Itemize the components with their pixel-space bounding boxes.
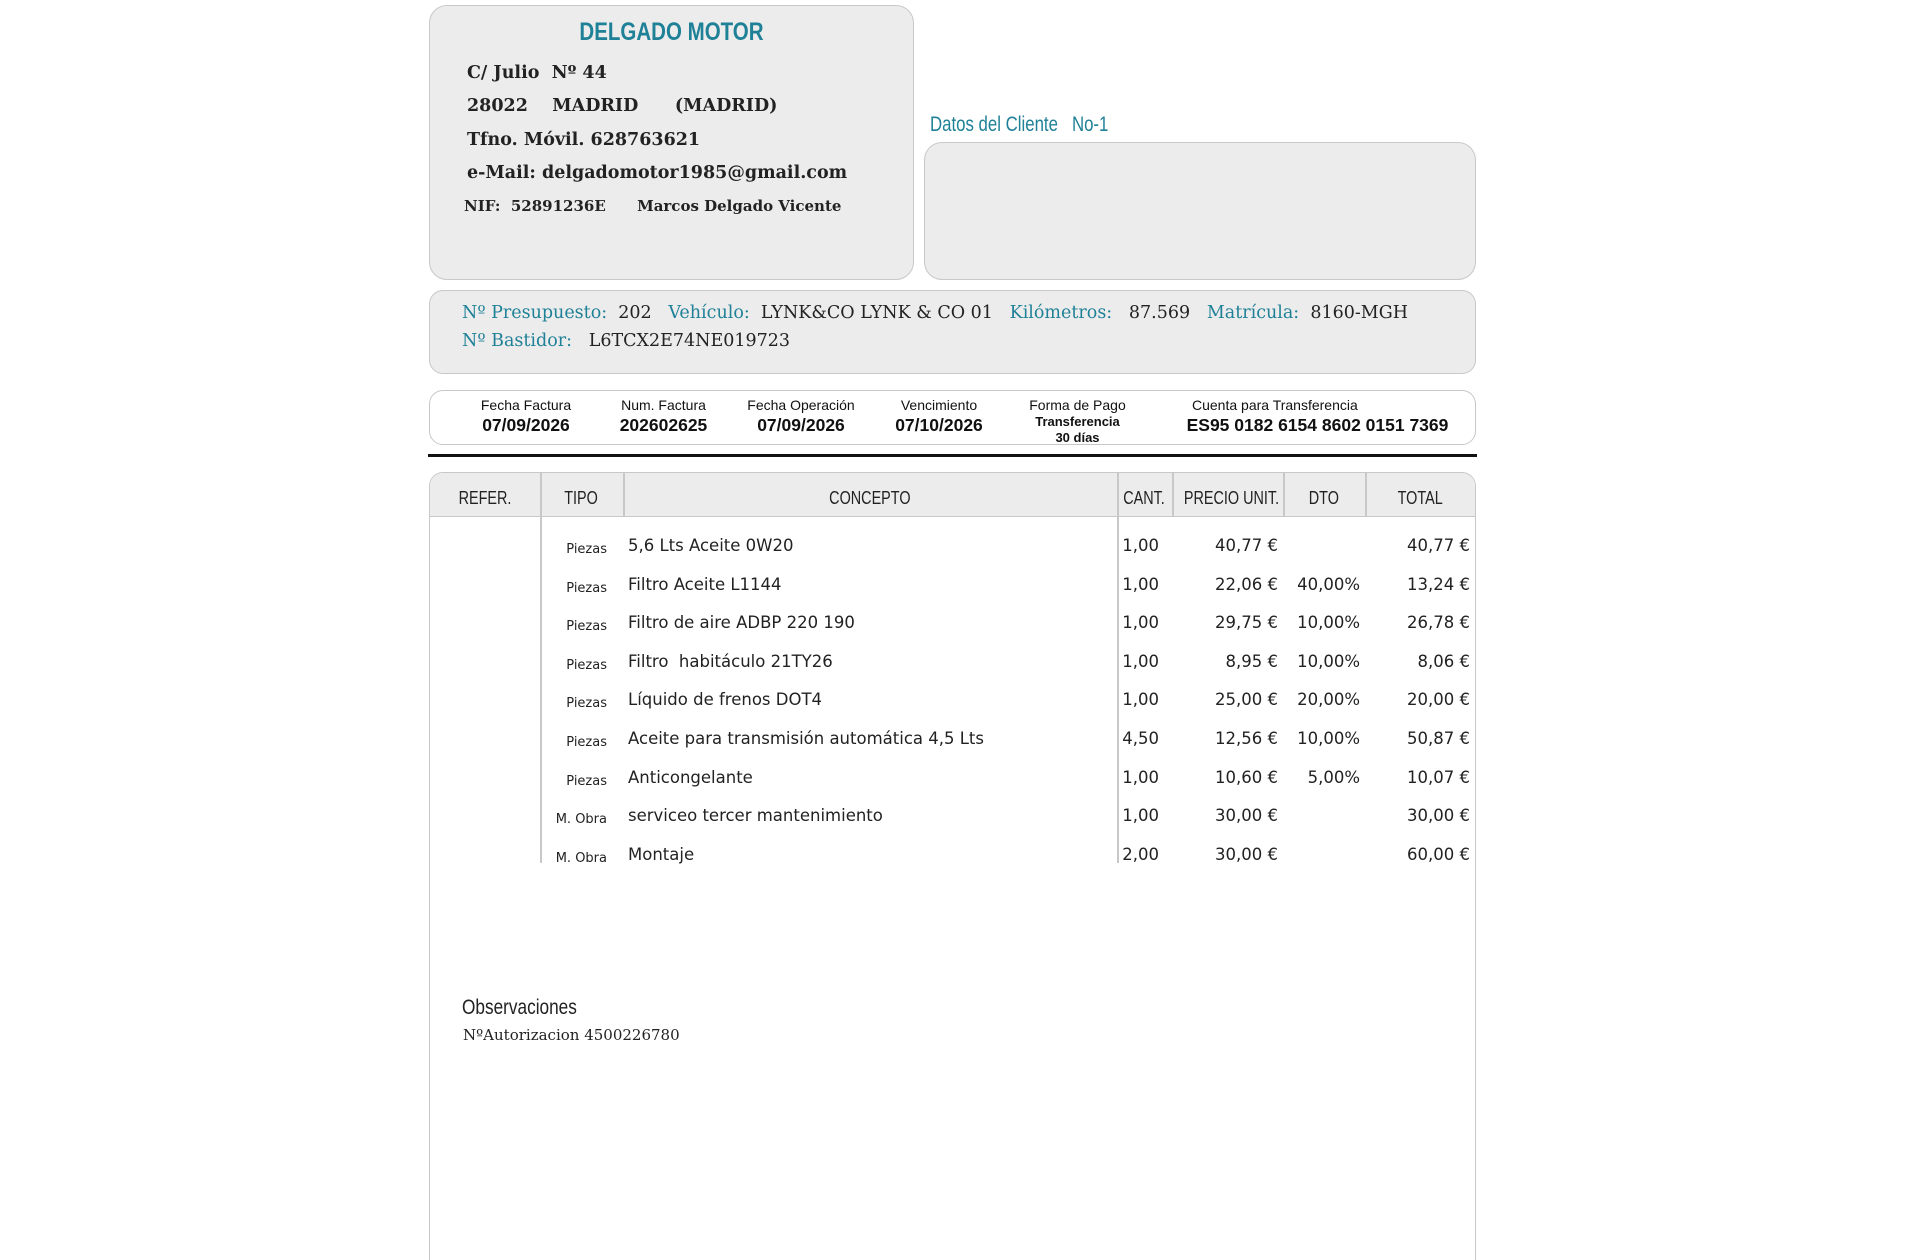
cell-total: 20,00 €	[1407, 690, 1470, 709]
cell-precio: 12,56 €	[1215, 729, 1278, 748]
fecha-operacion	[726, 396, 876, 436]
cell-tipo: Piezas	[566, 696, 607, 711]
company-email: e-Mail: delgadomotor1985@gmail.com	[467, 163, 848, 183]
num-factura-label: Num. Factura	[621, 397, 706, 413]
cell-concepto: Montaje	[628, 845, 695, 864]
forma-pago-label: Forma de Pago	[1029, 397, 1126, 413]
cell-concepto: 5,6 Lts Aceite 0W20	[628, 536, 794, 555]
cell-tipo: Piezas	[566, 658, 607, 673]
km-value: 87.569	[1128, 303, 1191, 323]
cell-total: 10,07 €	[1407, 768, 1470, 787]
cuenta-label: Cuenta para Transferencia	[1192, 397, 1358, 413]
km-label: Kilómetros:	[1009, 303, 1113, 323]
vehicle-line-2	[462, 331, 790, 351]
cell-total: 26,78 €	[1407, 613, 1470, 632]
cell-cant: 4,50	[1122, 729, 1159, 748]
header-total: TOTAL	[1397, 488, 1443, 508]
vencimiento	[868, 396, 1010, 436]
cell-concepto: Filtro Aceite L1144	[628, 575, 782, 594]
header-dto: DTO	[1308, 488, 1340, 508]
cell-concepto: Filtro de aire ADBP 220 190	[628, 613, 855, 632]
vencimiento-label: Vencimiento	[900, 397, 978, 413]
company-phone: Tfno. Móvil. 628763621	[467, 130, 701, 150]
vehicle-line-1	[462, 303, 1408, 323]
cell-dto: 10,00%	[1297, 652, 1360, 671]
client-box	[924, 142, 1476, 280]
observaciones-title: Observaciones	[462, 996, 577, 1019]
cell-precio: 40,77 €	[1215, 536, 1278, 555]
client-title: Datos del Cliente No-1	[930, 113, 1109, 136]
cell-concepto: serviceo tercer mantenimiento	[628, 806, 883, 825]
cell-dto: 40,00%	[1297, 575, 1360, 594]
cell-precio: 10,60 €	[1215, 768, 1278, 787]
cell-dto: 10,00%	[1297, 613, 1360, 632]
cell-total: 60,00 €	[1407, 845, 1470, 864]
cell-total: 8,06 €	[1417, 652, 1470, 671]
vencimiento-value: 07/10/2026	[895, 415, 983, 435]
num-factura	[591, 396, 736, 436]
forma-pago	[1005, 396, 1150, 446]
company-nif: NIF: 52891236E Marcos Delgado Vicente	[464, 197, 842, 215]
cell-precio: 8,95 €	[1225, 652, 1278, 671]
cell-precio: 30,00 €	[1215, 845, 1278, 864]
cell-tipo: M. Obra	[555, 851, 607, 866]
cell-cant: 2,00	[1122, 845, 1159, 864]
cell-concepto: Líquido de frenos DOT4	[628, 690, 823, 709]
num-factura-value: 202602625	[619, 415, 708, 435]
cell-tipo: Piezas	[566, 774, 607, 789]
bastidor-value: L6TCX2E74NE019723	[588, 331, 791, 351]
cell-precio: 25,00 €	[1215, 690, 1278, 709]
vehiculo-label: Vehículo:	[668, 303, 750, 323]
bastidor-label: Nº Bastidor:	[462, 331, 573, 351]
cell-cant: 1,00	[1122, 690, 1159, 709]
observaciones-text: NºAutorizacion 4500226780	[463, 1026, 680, 1044]
company-city: 28022 MADRID (MADRID)	[467, 96, 778, 116]
cell-precio: 30,00 €	[1215, 806, 1278, 825]
cell-cant: 1,00	[1122, 575, 1159, 594]
cell-total: 13,24 €	[1407, 575, 1470, 594]
company-address: C/ Julio Nº 44	[467, 63, 607, 83]
presupuesto-value: 202	[618, 303, 652, 323]
cell-cant: 1,00	[1122, 768, 1159, 787]
matricula-label: Matrícula:	[1206, 303, 1300, 323]
cell-tipo: Piezas	[566, 542, 607, 557]
cell-concepto: Filtro habitáculo 21TY26	[628, 652, 833, 671]
cell-cant: 1,00	[1122, 806, 1159, 825]
cell-precio: 29,75 €	[1215, 613, 1278, 632]
cell-concepto: Aceite para transmisión automática 4,5 Lts	[628, 729, 984, 748]
cuenta-value: ES95 0182 6154 8602 0151 7369	[1186, 415, 1449, 435]
matricula-value: 8160-MGH	[1310, 303, 1408, 323]
fecha-operacion-value: 07/09/2026	[757, 415, 845, 435]
cell-total: 30,00 €	[1407, 806, 1470, 825]
cell-cant: 1,00	[1122, 613, 1159, 632]
header-precio: PRECIO UNIT.	[1183, 488, 1280, 508]
cell-tipo: Piezas	[566, 619, 607, 634]
forma-pago-value: Transferencia	[1035, 414, 1120, 429]
cell-dto: 20,00%	[1297, 690, 1360, 709]
cell-tipo: Piezas	[566, 581, 607, 596]
cell-dto: 10,00%	[1297, 729, 1360, 748]
fecha-operacion-label: Fecha Operación	[747, 397, 855, 413]
vehiculo-value: LYNK&CO LYNK & CO 01	[760, 303, 993, 323]
header-cant: CANT.	[1123, 488, 1166, 508]
header-tipo: TIPO	[564, 488, 599, 508]
cell-total: 40,77 €	[1407, 536, 1470, 555]
cell-total: 50,87 €	[1407, 729, 1470, 748]
forma-pago-days: 30 días	[1055, 430, 1100, 445]
fecha-factura	[451, 396, 601, 436]
fecha-factura-value: 07/09/2026	[482, 415, 570, 435]
divider-rule	[428, 454, 1477, 457]
cell-tipo: M. Obra	[555, 812, 607, 827]
cell-precio: 22,06 €	[1215, 575, 1278, 594]
company-name: DELGADO MOTOR	[579, 18, 764, 46]
cell-dto: 5,00%	[1307, 768, 1360, 787]
fecha-factura-label: Fecha Factura	[480, 397, 572, 413]
cell-tipo: Piezas	[566, 735, 607, 750]
header-refer: REFER.	[458, 488, 512, 508]
cell-cant: 1,00	[1122, 652, 1159, 671]
cell-concepto: Anticongelante	[628, 768, 753, 787]
cell-cant: 1,00	[1122, 536, 1159, 555]
presupuesto-label: Nº Presupuesto:	[462, 303, 608, 323]
cuenta-transferencia	[1170, 396, 1465, 436]
header-concepto: CONCEPTO	[829, 488, 911, 508]
